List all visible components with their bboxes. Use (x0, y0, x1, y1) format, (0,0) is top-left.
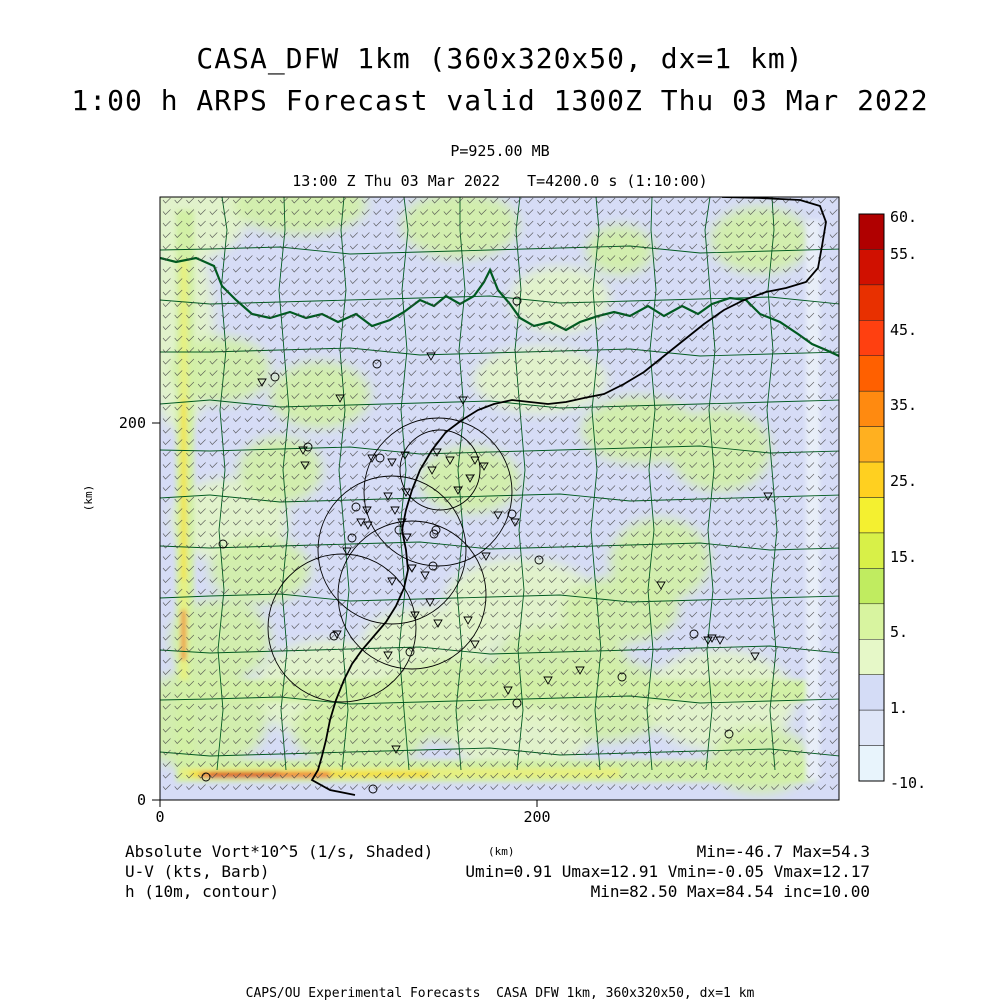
wind-stats: Umin=0.91 Umax=12.91 Vmin=-0.05 Vmax=12.17 (465, 862, 870, 881)
title-line-1: CASA_DFW 1km (360x320x50, dx=1 km) (196, 42, 804, 75)
legend-height: h (10m, contour) (125, 882, 280, 901)
colorbar-label-1: 1. (890, 699, 909, 717)
colorbar-label-35: 35. (890, 396, 918, 414)
legend-vorticity: Absolute Vort*10^5 (1/s, Shaded) (125, 842, 434, 861)
colorbar-label-15: 15. (890, 548, 918, 566)
height-stats: Min=82.50 Max=84.54 inc=10.00 (590, 882, 870, 901)
vorticity-stats: Min=-46.7 Max=54.3 (696, 842, 870, 861)
colorbar-label-45: 45. (890, 321, 918, 339)
x-axis-unit: (km) (488, 845, 515, 858)
legend-wind: U-V (kts, Barb) (125, 862, 270, 881)
colorbar-label-25: 25. (890, 472, 918, 490)
footer-credit: CAPS/OU Experimental Forecasts CASA DFW 1km, 360x320x50, dx=1 km (245, 986, 755, 1001)
y-axis-unit: (km) (82, 484, 95, 512)
vorticity-field (132, 160, 840, 800)
x-axis (160, 800, 537, 807)
x-tick-200: 200 (523, 808, 551, 826)
y-tick-200: 200 (118, 414, 146, 432)
valid-time: 13:00 Z Thu 03 Mar 2022 T=4200.0 s (1:10:00) (292, 172, 708, 190)
colorbar-label-neg10: -10. (890, 774, 927, 792)
title-line-2: 1:00 h ARPS Forecast valid 1300Z Thu 03 Mar 2022 (71, 84, 929, 117)
colorbar-label-5: 5. (890, 623, 909, 641)
colorbar-label-60: 60. (890, 208, 918, 226)
x-tick-0: 0 (155, 808, 165, 826)
colorbar (859, 214, 884, 781)
y-tick-0: 0 (136, 791, 146, 809)
colorbar-label-55: 55. (890, 245, 918, 263)
pressure-level: P=925.00 MB (450, 142, 550, 160)
y-axis (152, 423, 160, 800)
